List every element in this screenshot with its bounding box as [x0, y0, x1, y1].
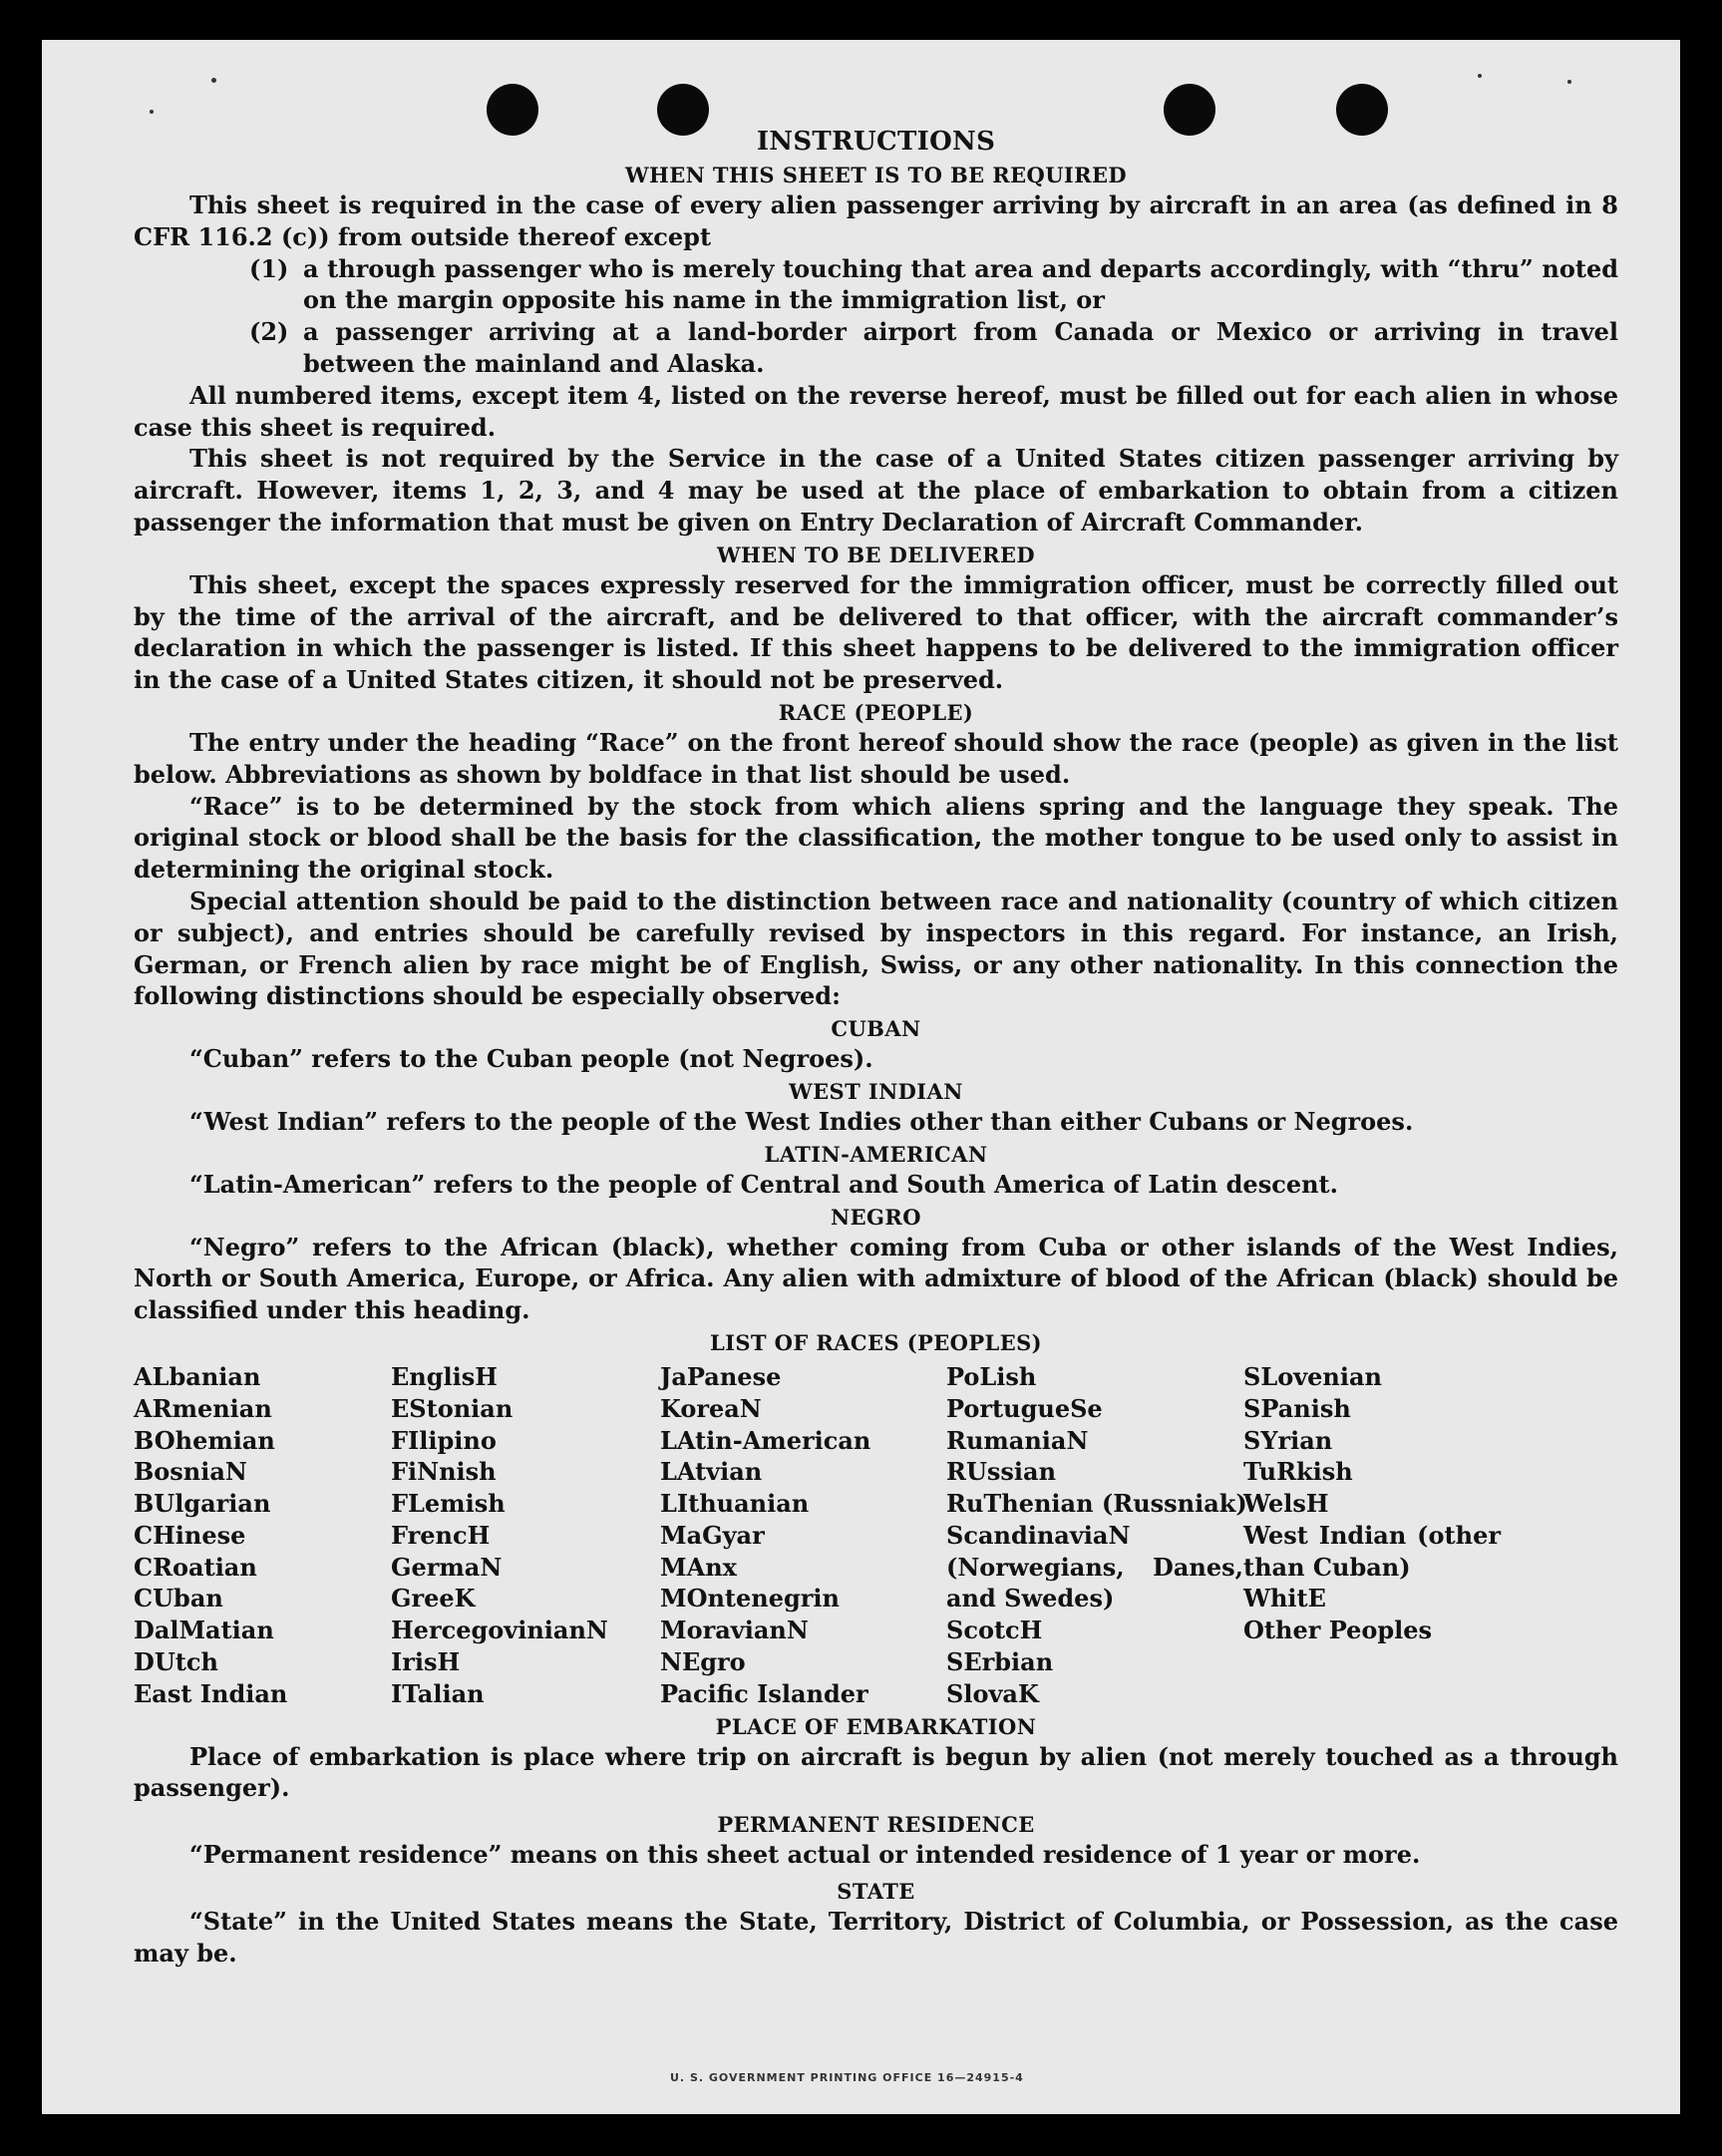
race-item: RuThenian (Russniak) [946, 1489, 1247, 1519]
race-item: FiNnish [391, 1457, 497, 1487]
paragraph: “Permanent residence” means on this sheet actual or intended residence of 1 year or more. [189, 1840, 1421, 1870]
numbered-item [249, 316, 1618, 380]
race-item: GreeK [391, 1584, 476, 1614]
race-item: GermaN [391, 1552, 503, 1582]
race-item: MAnx [660, 1552, 737, 1582]
race-item: RUssian [946, 1457, 1057, 1487]
race-item: SLovenian [1243, 1361, 1382, 1391]
race-item: BOhemian [134, 1425, 275, 1455]
printing-office-note: U. S. GOVERNMENT PRINTING OFFICE 16—24915-4 [670, 2071, 1024, 2084]
paragraph: “Negro” refers to the African (black), whether coming from Cuba or other islands of the West Indies, North or South America, Europe, or Africa. Any alien with admixture of blood of the African (black) should be classified under this heading. [134, 1232, 1618, 1325]
heading-state: STATE [837, 1879, 915, 1905]
item-number: (1) [249, 253, 289, 283]
race-item: PoLish [946, 1361, 1037, 1391]
paragraph: This sheet is required in the case of every alien passenger arriving by aircraft in an area (as defined in 8 CFR 116.2 (c)) from outside thereof except [134, 190, 1618, 251]
paragraph: “Latin-American” refers to the people of Central and South America of Latin descent. [189, 1169, 1338, 1199]
race-item: West Indian (other than Cuban) [1243, 1520, 1501, 1582]
heading-cuban: CUBAN [831, 1016, 921, 1042]
race-item: DalMatian [134, 1616, 274, 1645]
race-item: WelsH [1243, 1489, 1329, 1519]
race-item: EnglisH [391, 1361, 498, 1391]
race-item: BosniaN [134, 1457, 247, 1487]
heading-embarkation: PLACE OF EMBARKATION [715, 1713, 1037, 1739]
race-item: PortugueSe [946, 1393, 1103, 1423]
race-item: MoravianN [660, 1616, 809, 1645]
heading-permanent-residence: PERMANENT RESIDENCE [717, 1812, 1035, 1838]
race-item: Other Peoples [1243, 1616, 1433, 1645]
race-item: CUban [134, 1584, 223, 1614]
race-item: LIthuanian [660, 1489, 810, 1519]
race-item: ARmenian [134, 1393, 272, 1423]
paragraph: This sheet, except the spaces expressly reserved for the immigration officer, must be correctly filled out by the time of the arrival of the aircraft, and be delivered to that officer, with the aircraft commander’s declaration in which the passenger is listed. If this sheet happens to be delivered to the immigration officer in the case of a United States citizen, it should not be preserved. [134, 569, 1618, 695]
race-item: ScandinaviaN (Norwegians, Danes, and Swedes) [946, 1520, 1243, 1614]
heading-latin-american: LATIN-AMERICAN [764, 1141, 988, 1167]
item-number: (2) [249, 317, 289, 347]
race-item: LAtvian [660, 1457, 763, 1487]
race-item: East Indian [134, 1678, 288, 1708]
paragraph: “State” in the United States means the State, Territory, District of Columbia, or Possession, as the case may be. [134, 1907, 1618, 1968]
race-item: SPanish [1243, 1393, 1351, 1423]
paragraph: Place of embarkation is place where trip on aircraft is begun by alien (not merely touched as a through passenger). [134, 1741, 1618, 1803]
paragraph: The entry under the heading “Race” on the front hereof should show the race (people) as given in the list below. Abbreviations as shown by boldface in that list should be used. [134, 727, 1618, 789]
race-item: EStonian [391, 1393, 514, 1423]
item-text: a passenger arriving at a land-border airport from Canada or Mexico or arriving in travel between the mainland and Alaska. [303, 317, 1618, 378]
race-item: MaGyar [660, 1520, 765, 1550]
race-item: KoreaN [660, 1393, 762, 1423]
races-column-5 [1243, 1361, 1501, 1710]
race-item: SErbian [946, 1647, 1054, 1677]
speck [1478, 74, 1482, 78]
race-item: ALbanian [134, 1361, 261, 1391]
race-item: LAtin-American [660, 1425, 871, 1455]
race-item: TuRkish [1243, 1457, 1353, 1487]
race-item: MOntenegrin [660, 1584, 840, 1614]
race-item: CHinese [134, 1520, 246, 1550]
race-item: IrisH [391, 1647, 461, 1677]
race-item: WhitE [1243, 1584, 1326, 1614]
race-item: FIlipino [391, 1425, 497, 1455]
race-item: FLemish [391, 1489, 506, 1519]
races-list [134, 1361, 1618, 1710]
paragraph: “Cuban” refers to the Cuban people (not Negroes). [189, 1044, 873, 1074]
races-column-3 [660, 1361, 946, 1710]
paragraph: This sheet is not required by the Service in the case of a United States citizen passenger arriving by aircraft. However, items 1, 2, 3, and 4 may be used at the place of embarkation to obtain from a citizen passenger the information that must be given on Entry Declaration of Aircraft Commander. [134, 444, 1618, 537]
heading-race: RACE (PEOPLE) [778, 699, 974, 725]
races-column-2 [391, 1361, 660, 1710]
race-item: ScotcH [946, 1616, 1043, 1645]
instructions-body [134, 125, 1618, 1970]
race-item: NEgro [660, 1647, 746, 1677]
heading-negro: NEGRO [831, 1204, 921, 1230]
races-column-4 [946, 1361, 1247, 1710]
race-item: JaPanese [660, 1361, 782, 1391]
race-item: FrencH [391, 1520, 491, 1550]
document-page [42, 40, 1680, 2114]
speck [150, 110, 154, 114]
race-item: BUlgarian [134, 1489, 271, 1519]
speck [211, 78, 216, 83]
heading-west-indian: WEST INDIAN [789, 1078, 963, 1104]
speck [1567, 80, 1571, 84]
race-item: HercegovinianN [391, 1616, 608, 1645]
paragraph: All numbered items, except item 4, listed on the reverse hereof, must be filled out for each alien in whose case this sheet is required. [134, 380, 1618, 442]
race-item: Pacific Islander [660, 1678, 868, 1708]
race-item: CRoatian [134, 1552, 257, 1582]
heading-list-of-races: LIST OF RACES (PEOPLES) [709, 1329, 1043, 1355]
race-item: SlovaK [946, 1678, 1039, 1708]
page-title: INSTRUCTIONS [756, 127, 996, 157]
race-item: SYrian [1243, 1425, 1333, 1455]
paragraph: “Race” is to be determined by the stock from which aliens spring and the language they speak. The original stock or blood shall be the basis for the classification, the mother tongue to be used only to assist in determining the original stock. [134, 791, 1618, 885]
race-item: ITalian [391, 1678, 485, 1708]
race-item: DUtch [134, 1647, 218, 1677]
paragraph: Special attention should be paid to the distinction between race and nationality (country of which citizen or subject), and entries should be carefully revised by inspectors in this regard. For instance, an Irish, German, or French alien by race might be of English, Swiss, or any other nationality. In this connection the following distinctions should be especially observed: [134, 886, 1618, 1011]
heading-when-delivered: WHEN TO BE DELIVERED [716, 541, 1035, 567]
races-column-1 [134, 1361, 391, 1710]
paragraph: “West Indian” refers to the people of the West Indies other than either Cubans or Negroes. [189, 1106, 1414, 1136]
numbered-item [249, 253, 1618, 317]
item-text: a through passenger who is merely touching that area and departs accordingly, with “thru” noted on the margin opposite his name in the immigration list, or [303, 253, 1618, 315]
race-item: RumaniaN [946, 1425, 1089, 1455]
heading-when-required: WHEN THIS SHEET IS TO BE REQUIRED [624, 163, 1128, 187]
